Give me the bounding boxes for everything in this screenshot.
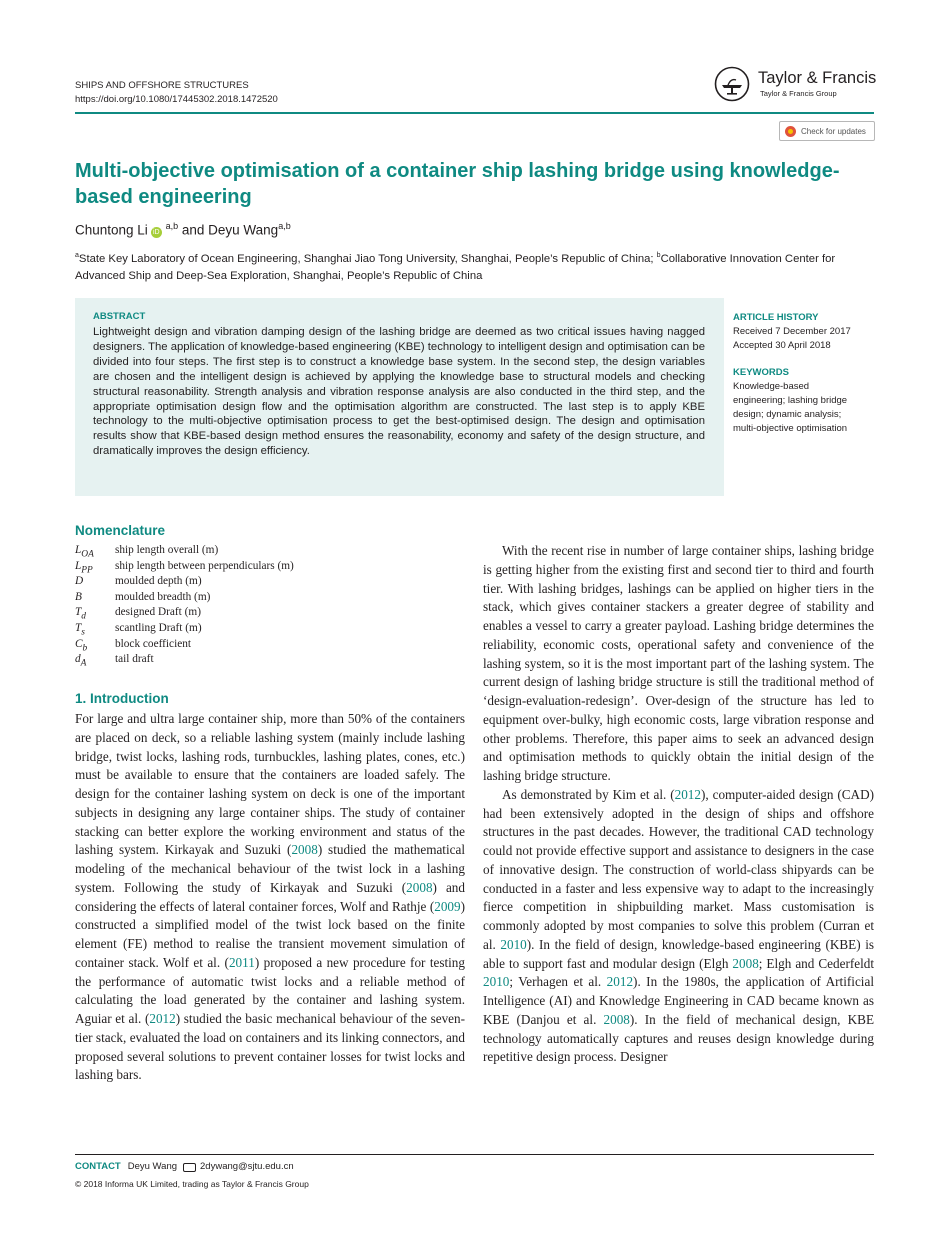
- citation-link[interactable]: 2011: [228, 954, 255, 970]
- publisher-name: Taylor & Francis: [758, 69, 877, 87]
- nomenclature-row: [75, 652, 294, 668]
- nom-desc: block coefficient: [115, 637, 192, 650]
- nom-desc: moulded depth (m): [115, 575, 202, 588]
- text-run: ) proposed a new procedure for testing the performance of automatic twist locks and a reliable method of calculating the load generated by the container and lashing system. Aguiar et al. (: [75, 954, 465, 1026]
- text-run: ). In the 1980s, the application of Artificial Intelligence (AI) and Knowledge Engineering in CAD became known as KBE (Danjou et al.: [483, 974, 874, 1027]
- text-run: ). In the field of design, knowledge-based engineering (KBE) is able to support fast and modular design (Elgh: [483, 936, 874, 971]
- abstract-heading: ABSTRACT: [93, 311, 146, 322]
- header-rule: [75, 112, 874, 114]
- text-run: As demonstrated by Kim et al. (: [502, 786, 675, 802]
- nom-symbol: D: [75, 575, 84, 588]
- contact-name: Deyu Wang: [127, 1161, 178, 1172]
- publisher-group: Taylor & Francis Group: [760, 89, 837, 98]
- nom-desc: scantling Draft (m): [115, 621, 202, 634]
- text-run: ). In the field of mechanical design, KBE technology automatically captures and reuses design knowledge during repetitive design process. Designer: [483, 1011, 875, 1065]
- author-conjunction: and: [181, 222, 205, 238]
- affil-a: State Key Laboratory of Ocean Engineering, Shanghai Jiao Tong University, Shanghai, People’s Republic of China;: [78, 252, 654, 265]
- nom-symbol: L: [75, 544, 82, 556]
- citation-link[interactable]: 2008: [291, 842, 318, 858]
- received-date: Received 7 December 2017: [733, 326, 851, 337]
- intro-paragraph-3: [483, 786, 874, 1067]
- section-heading-introduction: 1. Introduction: [75, 691, 169, 706]
- nom-symbol: d: [75, 653, 81, 666]
- nomenclature-row: [75, 559, 294, 575]
- journal-header: [75, 79, 278, 107]
- citation-link[interactable]: 2012: [674, 786, 701, 802]
- publisher-logo[interactable]: [712, 64, 882, 104]
- doi-link[interactable]: https://doi.org/10.1080/17445302.2018.1472520: [75, 94, 278, 105]
- nomenclature-row: [75, 621, 294, 637]
- nomenclature-heading: Nomenclature: [75, 523, 166, 538]
- citation-link[interactable]: 2012: [149, 1011, 176, 1026]
- nom-desc: ship length overall (m): [115, 544, 219, 556]
- nomenclature-row: [75, 574, 294, 590]
- intro-paragraph-1: [75, 710, 465, 1085]
- copyright: © 2018 Informa UK Limited, trading as Taylor & Francis Group: [75, 1179, 309, 1189]
- nom-desc: ship length between perpendiculars (m): [115, 559, 294, 572]
- text-run: ) constructed a simplified model of the twist lock based on the finite element (FE) method to realise the transient movement simulation of container stack. Wolf et al. (: [75, 898, 465, 970]
- article-history-heading: ARTICLE HISTORY: [733, 312, 819, 323]
- email-icon: [183, 1163, 196, 1172]
- abstract-text: Lightweight design and vibration damping design of the lashing bridge are deemed as two critical issues having nagged designers. The application of knowledge-based engineering (KBE) technology to intelligent design and optimisation can be divided into four steps. The first step is to construct a knowledge base system. In the second step, the design variables are chosen and the intelligent design is achieved by applying the knowledge base to structural models and checking structural reasonability. Strength analysis and vibration response analysis are also conducted in the third step, and the appropriate optimisation design flow and the optimisation algorithm are constructed. The last step is to apply KBE technology to the multi-objective optimisation process to get the best-optimised design. The design and optimisation results show that KBE-based design method ensures the reasonability, economy and safety of the design structure, and dramatically improves the design efficiency.: [93, 326, 705, 458]
- intro-paragraph-2: With the recent rise in number of large container ships, lashing bridge is getting higher from the existing first and second tier to third and fourth tier. With lashing bridges, lashings can be applied on higher tiers in the stack, which gives container stackers a greater degree of stability and enables a vessel to carry a greater payload. Lashing bridge determines the reliability, economic costs, operational safety and convenience of the lashing system, so it is the most important part of the lashing system. The current design of lashing bridge structure is still the traditional method of ‘design-evaluation-redesign’. Over-design of the structure has led to equipment over-bulky, high economic costs, large vibration response and other problems. Therefore, this paper aims to seek an advanced design and optimisation methods to quickly obtain the initial design of the lashing bridge structure.: [483, 543, 874, 783]
- author-line: [75, 216, 291, 241]
- nomenclature-row: [75, 543, 294, 559]
- crossmark-icon: [785, 126, 796, 137]
- affil-b-marker: b: [656, 252, 661, 259]
- accepted-date: Accepted 30 April 2018: [733, 340, 831, 351]
- article-history: [733, 311, 878, 353]
- keywords-line: multi-objective optimisation: [733, 423, 848, 434]
- author-1[interactable]: Chuntong Li: [75, 222, 148, 238]
- contact-email[interactable]: 2dywang@sjtu.edu.cn: [200, 1161, 294, 1172]
- nom-subscript: OA: [81, 549, 94, 560]
- keywords-line: Knowledge-based: [733, 381, 810, 392]
- check-updates-button[interactable]: [779, 121, 875, 141]
- affil-b: Collaborative Innovation Center for Advanced Ship and Deep-Sea Exploration, Shanghai, People’s Republic of China: [75, 252, 836, 282]
- keywords-line: engineering; lashing bridge: [733, 395, 848, 406]
- nom-symbol: T: [75, 606, 82, 619]
- text-run: ) and considering the effects of lateral container forces, Wolf and Rathje (: [75, 879, 465, 914]
- text-run: ; Verhagen et al.: [509, 974, 607, 990]
- citation-link[interactable]: 2012: [606, 974, 634, 990]
- nomenclature-row: [75, 605, 294, 621]
- citation-link[interactable]: 2008: [732, 955, 759, 971]
- citation-link[interactable]: 2009: [434, 898, 461, 914]
- text-run: For large and ultra large container ship, more than 50% of the containers are placed on deck, so a reliable lashing system (mainly include lashing bridge, twist locks, lashing rods, turnbuckles, lashing plates, cones, etc.) must be available to ensure that the containers are loaded safely. The design for the container lashing system on deck is one of the important subjects in designing any large container ships. The study of container stacking can better explore the working environment and status of the lashing system. Kirkayak and Suzuki (: [75, 711, 465, 858]
- orcid-icon[interactable]: iD: [151, 227, 162, 238]
- nom-symbol: L: [75, 559, 82, 572]
- affiliations: [75, 247, 875, 285]
- keywords-heading: KEYWORDS: [733, 367, 789, 378]
- body-column-right: [483, 542, 874, 1067]
- author-2[interactable]: Deyu Wang: [208, 222, 279, 238]
- nom-subscript: d: [81, 611, 86, 622]
- text-run: ) studied the basic mechanical behaviour of the seven-tier stack, evaluated the load on containers and its linking connectors, and proposed several solutions to prevent container losses for twist locks and lashing bars.: [75, 1011, 466, 1083]
- nomenclature-list: [75, 543, 294, 668]
- citation-link[interactable]: 2010: [500, 936, 527, 952]
- nom-desc: tail draft: [115, 653, 154, 666]
- footer-rule: [75, 1154, 874, 1155]
- keywords: [733, 366, 878, 436]
- nom-subscript: s: [81, 627, 85, 638]
- text-run: ) studied the mathematical modeling of the mechanical behaviour of the twist lock in a lashing system. Following the study of Kirkayak and Suzuki (: [75, 842, 466, 895]
- nom-subscript: PP: [81, 564, 93, 575]
- citation-link[interactable]: 2008: [406, 879, 433, 895]
- nom-desc: designed Draft (m): [115, 606, 201, 619]
- check-updates-label: Check for updates: [801, 126, 866, 136]
- citation-link[interactable]: 2010: [483, 974, 510, 990]
- nom-desc: moulded breadth (m): [115, 590, 211, 603]
- author-1-affil: a,b: [165, 221, 179, 231]
- nom-subscript: A: [80, 658, 87, 669]
- nom-subscript: b: [82, 642, 88, 653]
- text-run: ; Elgh and Cederfeldt: [758, 955, 874, 971]
- contact-label: CONTACT: [75, 1161, 121, 1172]
- nom-symbol: T: [75, 621, 82, 634]
- text-run: ), computer-aided design (CAD) had been extensively adopted in the design of ships and offshore structures in the past decades. However, the traditional CAD technology could not provide effective support and assistance to designers in the case of innovative design. The construction of world-class shipyards can be conducted in a faster and less expensive way to adapt to the increasingly fierce competition in shipbuilding market. Mass customisation is commonly adopted by most companies to solve this problem (Curran et al.: [483, 786, 874, 952]
- author-2-affil: a,b: [278, 221, 291, 231]
- nomenclature-row: [75, 637, 294, 653]
- body-column-left: [75, 710, 465, 1085]
- keywords-line: design; dynamic analysis;: [733, 409, 842, 420]
- journal-name: SHIPS AND OFFSHORE STRUCTURES: [75, 80, 249, 91]
- nom-symbol: C: [75, 637, 83, 650]
- nom-symbol: B: [75, 590, 82, 603]
- article-title: Multi-objective optimisation of a container ship lashing bridge using knowledge-based engineering: [75, 160, 840, 208]
- citation-link[interactable]: 2008: [603, 1011, 630, 1027]
- contact-line: [75, 1160, 294, 1174]
- publisher-lamp-icon: [714, 66, 750, 102]
- nomenclature-row: [75, 590, 294, 606]
- affil-a-marker: a: [75, 252, 79, 259]
